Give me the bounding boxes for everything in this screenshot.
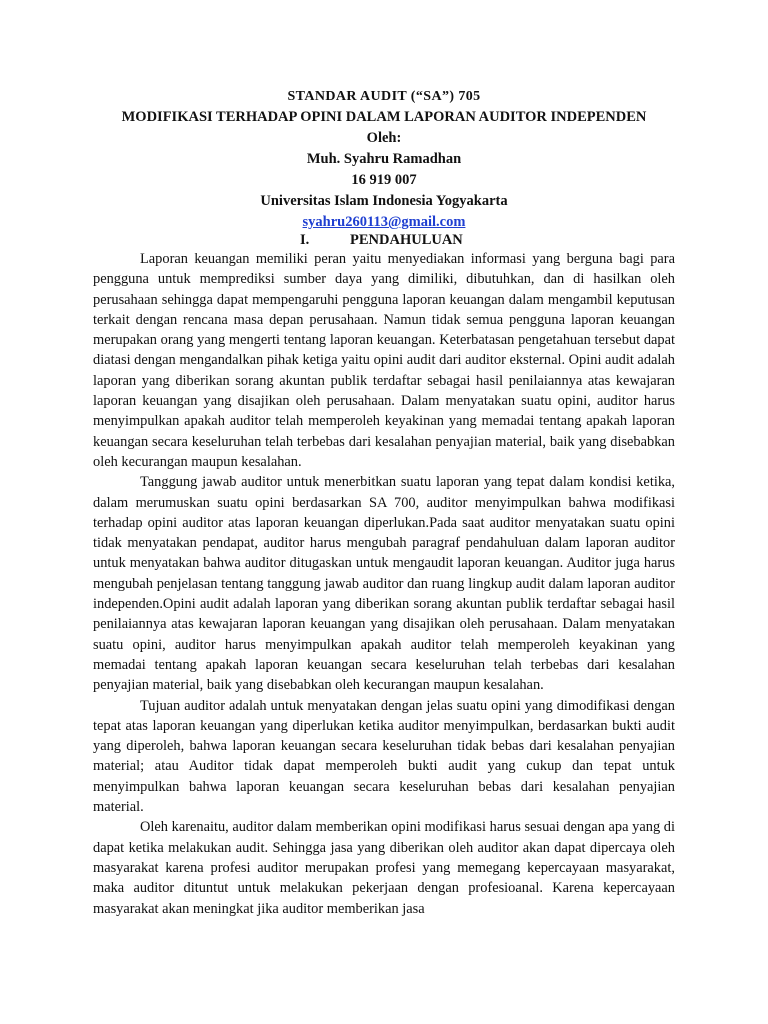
document-header [0, 86, 768, 233]
standard-title: STANDAR AUDIT (“SA”) 705 [287, 89, 481, 104]
paragraph: Tujuan auditor adalah untuk menyatakan dengan jelas suatu opini yang dimodifikasi dengan tepat atas laporan keuangan yang diperlukan ketika auditor menyimpulkan, berdasarkan bukti audit yang diperoleh, bahwa laporan keuangan secara keseluruhan tidak bebas dari kesalahan penyajian material; atau Auditor tidak dapat memperoleh bukti audit yang cukup dan tepat untuk menyimpulkan bahwa laporan keuangan secara keseluruhan bebas dari kesalahan penyajian material. [93, 697, 675, 816]
student-id: 16 919 007 [351, 172, 417, 188]
university-name: Universitas Islam Indonesia Yogyakarta [260, 193, 508, 209]
body-text [93, 249, 675, 919]
section-number: I. [300, 232, 310, 248]
paragraph: Laporan keuangan memiliki peran yaitu menyediakan informasi yang berguna bagi para pengguna untuk memprediksi sumber daya yang dimiliki, dibutuhkan, dan di hasilkan oleh perusahaan sehingga dapat mempengaruhi pengguna laporan keuangan dalam mengambil keputusan terkait dengan rencana masa depan perusahaan. Namun tidak semua pengguna laporan keuangan merupakan orang yang mengerti tentang laporan keuangan. Keterbatasan pengetahuan tersebut dapat diatasi dengan mengandalkan pihak ketiga yaitu opini audit dari auditor eksternal. Opini audit adalah laporan yang diberikan sorang akuntan publik terdaftar sebagai hasil penilaiannya atas kewajaran laporan keuangan yang disajikan oleh perusahaan. Dalam menyatakan suatu opini, auditor harus menyimpulkan apakah auditor telah memperoleh keyakinan yang memadai tentang apakah laporan keuangan secara keseluruhan telah terbebas dari kesalahan penyajian material, baik yang disebabkan oleh kecurangan maupun kesalahan. [93, 251, 675, 470]
paper-title: MODIFIKASI TERHADAP OPINI DALAM LAPORAN AUDITOR INDEPENDEN [121, 109, 647, 125]
section-title: PENDAHULUAN [350, 232, 463, 248]
author-email-link[interactable]: syahru260113@gmail.com [302, 214, 466, 230]
author-name: Muh. Syahru Ramadhan [306, 151, 462, 167]
paragraph: Oleh karenaitu, auditor dalam memberikan opini modifikasi harus sesuai dengan apa yang di dapat ketika melakukan audit. Sehingga jasa yang diberikan oleh auditor akan dapat dipercaya oleh masyarakat karena profesi auditor merupakan profesi yang memegang kepercayaan masyarakat, maka auditor dituntut untuk melakukan pekerjaan dengan profesioanal. Karena kepercayaan masyarakat akan meningkat jika auditor memberikan jasa [93, 819, 675, 917]
by-label: Oleh: [366, 130, 402, 146]
paragraph: Tanggung jawab auditor untuk menerbitkan suatu laporan yang tepat dalam kondisi ketika, dalam merumuskan suatu opini berdasarkan SA 700, auditor menyimpulkan bahwa modifikasi terhadap opini auditor atas laporan keuangan diperlukan.Pada saat auditor menyatakan suatu opini tidak menyatakan pendapat, auditor harus mengubah paragraf pendahuluan dalam laporan auditor untuk menyatakan bahwa auditor ditugaskan untuk mengaudit laporan keuangan. Auditor juga harus mengubah penjelasan tentang tanggung jawab auditor dan ruang lingkup audit dalam laporan auditor independen.Opini audit adalah laporan yang diberikan sorang akuntan publik terdaftar sebagai hasil penilaiannya atas kewajaran laporan keuangan yang disajikan oleh perusahaan. Dalam menyatakan suatu opini, auditor harus menyimpulkan apakah auditor telah memperoleh keyakinan yang memadai tentang apakah laporan keuangan secara keseluruhan telah terbebas dari kesalahan penyajian material, baik yang disebabkan oleh kecurangan maupun kesalahan. [93, 474, 675, 694]
